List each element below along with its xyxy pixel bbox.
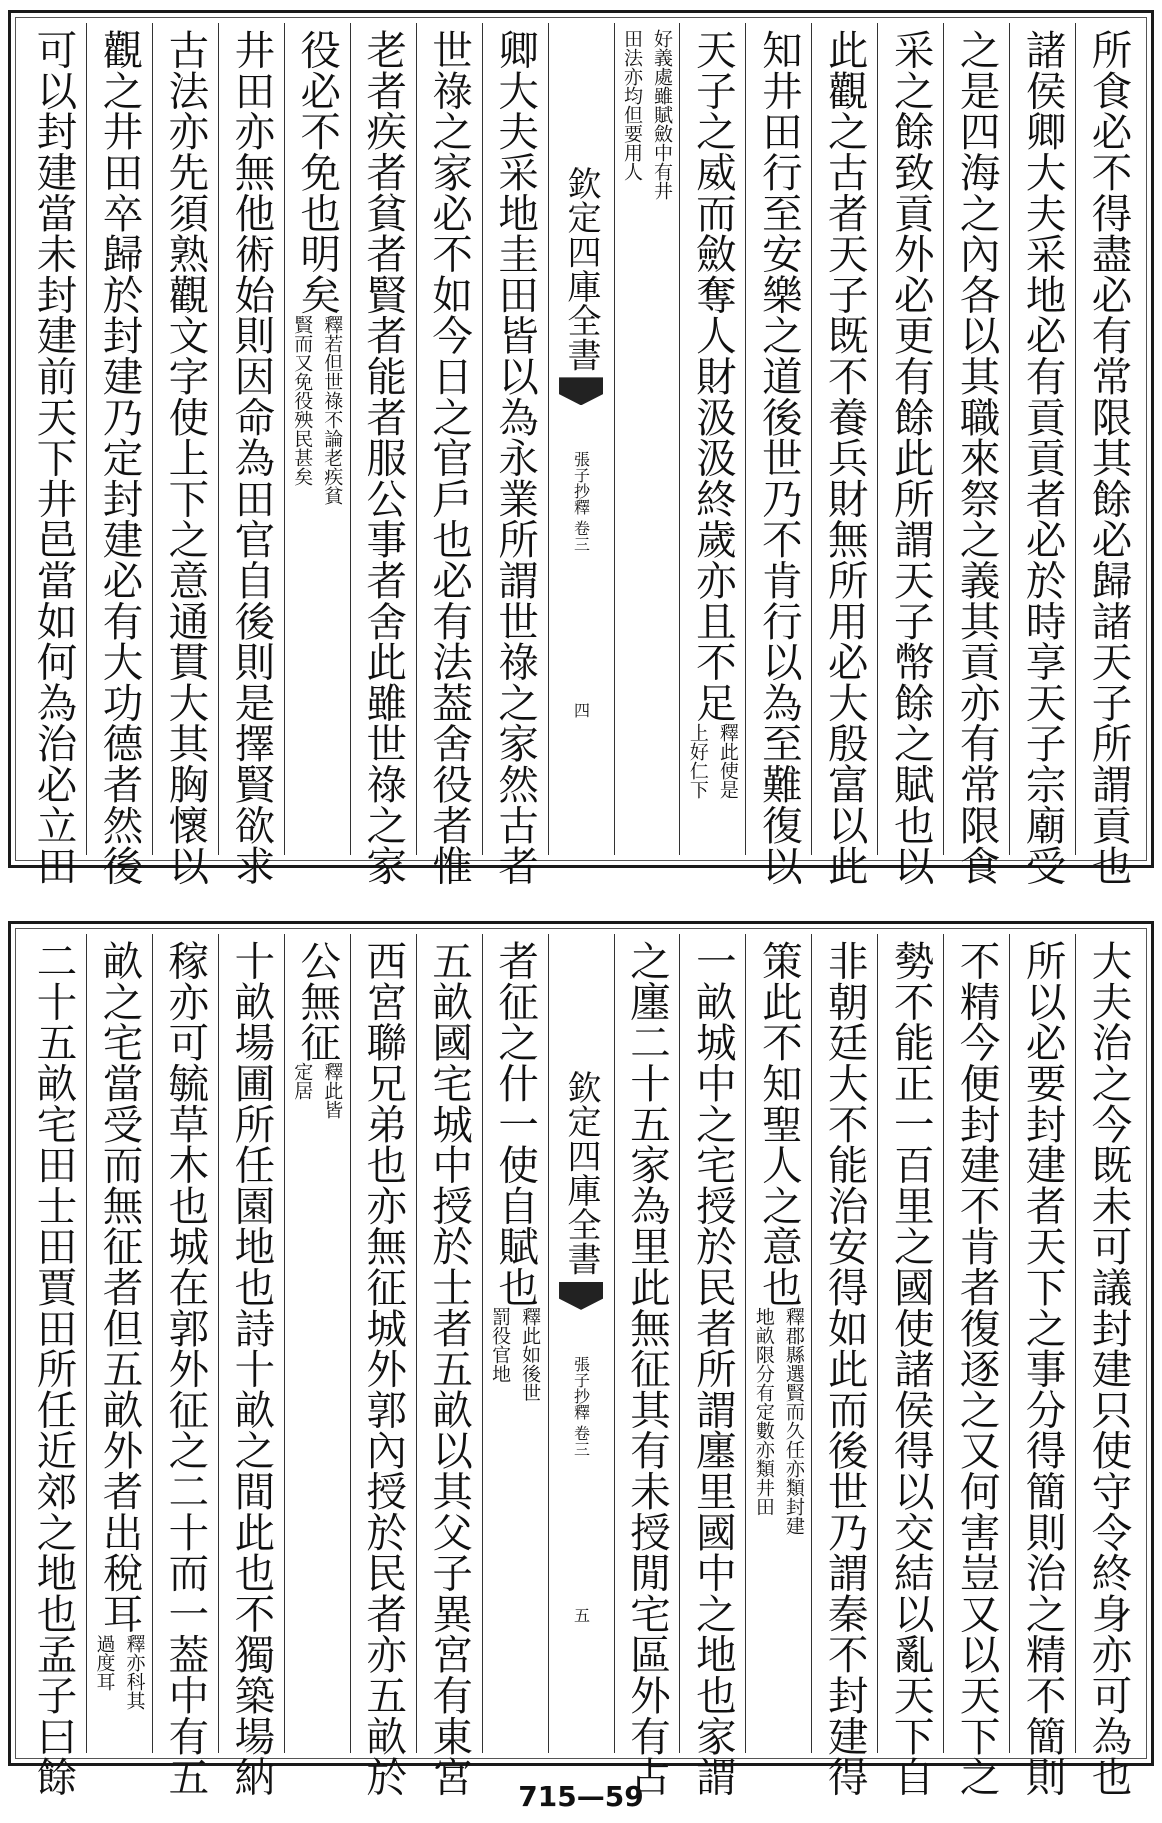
main-text: 策此不知聖人之意也 (754, 940, 803, 1308)
main-text: 畝之宅當受而無征者但五畝外者出稅耳 (95, 940, 144, 1634)
text-column (482, 23, 548, 886)
main-text: 西宮聯兄弟也亦無征城外郭內授於民者亦五畝於 (359, 940, 408, 1797)
column-body (1080, 29, 1138, 886)
text-column (1009, 23, 1075, 886)
main-text: 所以必要封建者天下之事分得簡則治之精不簡則 (1018, 940, 1067, 1797)
column-body (816, 29, 874, 886)
text-column (1075, 23, 1141, 886)
column-body (156, 29, 214, 886)
text-column (679, 934, 745, 1797)
main-text: 之是四海之內各以其職來祭之義其貢亦有常限食 (952, 29, 1001, 886)
main-text: 勢不能正一百里之國使諸侯得以交結以亂天下自 (886, 940, 935, 1797)
column-body (1014, 29, 1072, 886)
column-body (288, 940, 346, 1753)
main-text: 二十五畝宅田士田賈田所任近郊之地也孟子曰餘 (29, 940, 78, 1797)
column-body (354, 29, 412, 886)
column-body (948, 940, 1006, 1797)
text-column (21, 934, 86, 1797)
column-body (90, 940, 148, 1753)
fishtail-mark (559, 1282, 603, 1310)
annotation (92, 1634, 146, 1710)
text-column (86, 23, 152, 886)
column-body (420, 940, 478, 1797)
main-text: 世祿之家必不如今日之官戶也必有法葢舍役者惟 (425, 29, 474, 886)
main-text: 役必不免也明矣 (293, 29, 342, 315)
column-body (420, 29, 478, 886)
top-page (8, 10, 1154, 886)
text-column (811, 934, 877, 1797)
annotation (290, 1062, 344, 1119)
main-text: 者征之什一使自賦也 (491, 940, 540, 1308)
main-text: 稼亦可毓草木也城在郭外征之二十而一葢中有五 (161, 940, 210, 1797)
main-text: 知井田行至安樂之道後世乃不肯行以為至難復以 (754, 29, 803, 886)
main-text: 可以封建當未封建前天下井邑當如何為治必立田 (29, 29, 78, 886)
main-text: 諸侯卿大夫采地必有貢貢者必於時享天子宗廟受 (1018, 29, 1067, 886)
annotation-line: 釋此如後世 (519, 1307, 542, 1403)
text-column (218, 934, 284, 1797)
column-body (816, 940, 874, 1797)
text-column (152, 23, 218, 886)
annotation-line: 上好仁下 (686, 722, 709, 799)
text-column (811, 23, 877, 886)
fishtail-mark (559, 377, 603, 405)
column-body (750, 940, 808, 1753)
annotation (488, 1307, 542, 1402)
text-column (21, 23, 86, 886)
main-text: 一畝城中之宅授於民者所謂廛里國中之地也家謂 (688, 940, 737, 1797)
text-column (548, 934, 614, 1753)
text-column (152, 934, 218, 1797)
text-column (877, 23, 943, 886)
top-columns (21, 23, 1141, 886)
main-text: 大夫治之今既未可議封建只使守令終身亦可為也 (1084, 940, 1133, 1797)
volume-label: 張子抄釋 卷三 (571, 451, 591, 553)
text-column (877, 934, 943, 1797)
main-text: 非朝廷大不能治安得如此而後世乃謂秦不封建得 (820, 940, 869, 1797)
main-text: 老者疾者貧者賢者能者服公事者舍此雖世祿之家 (359, 29, 408, 886)
volume-label: 張子抄釋 卷三 (571, 1355, 591, 1457)
text-column (1075, 934, 1141, 1797)
column-body (354, 940, 412, 1797)
text-column (679, 23, 745, 855)
main-text: 古法亦先須熟觀文字使上下之意通貫大其胸懷以 (161, 29, 210, 886)
page-number: 715—59 (518, 1780, 644, 1813)
main-text: 觀之井田卒歸於封建乃定封建必有大功德者然後 (95, 29, 144, 886)
text-column (1009, 934, 1075, 1797)
column-body (486, 29, 544, 886)
text-column (745, 23, 811, 886)
column-body (684, 29, 742, 855)
text-column (548, 23, 614, 855)
text-column (284, 23, 350, 855)
text-column (614, 934, 680, 1797)
leaf-number: 五 (571, 1606, 591, 1623)
small-text-pair (620, 29, 674, 855)
annotation-line: 釋郡縣選賢而久任亦類封建 (782, 1307, 805, 1536)
column-body (486, 940, 544, 1753)
annotation-line: 地畝限分有定數亦類井田 (752, 1307, 775, 1517)
annotation (752, 1307, 806, 1535)
main-text: 此觀之古者天子既不養兵財無所用必大殷富以此 (820, 29, 869, 886)
text-column (350, 934, 416, 1797)
column-body (1080, 940, 1138, 1797)
column-body (618, 940, 676, 1797)
main-text: 不精今便封建不肯者復逐之又何害豈又以天下之 (952, 940, 1001, 1797)
leaf-number: 四 (571, 702, 591, 719)
annotation (290, 315, 344, 505)
column-body (882, 29, 940, 886)
column-body (25, 940, 83, 1797)
text-column (943, 23, 1009, 886)
main-text: 天子之威而斂奪人財汲汲終歲亦且不足 (688, 29, 737, 723)
annotation-line: 釋此皆 (321, 1062, 344, 1120)
running-title: 欽定四庫全書 (561, 1070, 602, 1276)
column-body (1014, 940, 1072, 1797)
text-column (218, 23, 284, 886)
column-body (882, 940, 940, 1797)
small-text: 田法亦均但要用人 (620, 29, 643, 181)
column-body (684, 940, 742, 1797)
annotation-line: 釋亦科其 (123, 1633, 146, 1710)
column-body (222, 940, 280, 1797)
column-body (948, 29, 1006, 886)
main-text: 公無征 (293, 940, 342, 1063)
annotation-line: 過度耳 (93, 1633, 116, 1691)
column-body (25, 29, 83, 886)
text-column (943, 934, 1009, 1797)
main-text: 井田亦無他術始則因命為田官自後則是擇賢欲求 (227, 29, 276, 886)
text-column (614, 23, 680, 855)
main-text: 采之餘致貢外必更有餘此所謂天子幣餘之賦也以 (886, 29, 935, 886)
main-text: 卿大夫采地圭田皆以為永業所謂世祿之家然古者 (491, 29, 540, 886)
main-text: 十畝場圃所任園地也詩十畝之間此也不獨築場納 (227, 940, 276, 1797)
running-title: 欽定四庫全書 (561, 165, 602, 372)
annotation-line: 釋此使是 (716, 722, 739, 799)
text-column (745, 934, 811, 1753)
main-text: 五畝國宅城中授於士者五畝以其父子異宮有東宮 (425, 940, 474, 1797)
annotation (686, 723, 740, 799)
column-body (90, 29, 148, 886)
annotation-line: 罰役官地 (489, 1307, 512, 1384)
column-body (156, 940, 214, 1797)
main-text: 所食必不得盡必有常限其餘必歸諸天子所謂貢也 (1084, 29, 1133, 886)
column-body (222, 29, 280, 886)
annotation-line: 賢而又免役殃民甚矣 (291, 314, 314, 486)
text-column (416, 23, 482, 886)
text-column (86, 934, 152, 1753)
text-column (350, 23, 416, 886)
column-body (750, 29, 808, 886)
annotation-line: 釋若但世祿不論老疾貧 (321, 314, 344, 505)
text-column (416, 934, 482, 1797)
text-column (284, 934, 350, 1753)
annotation-line: 定居 (291, 1062, 314, 1101)
text-column (482, 934, 548, 1753)
column-body (288, 29, 346, 855)
small-text: 好義處雖賦斂中有井 (650, 29, 673, 200)
main-text: 之廛二十五家為里此無征其有未授閒宅區外有占 (622, 940, 671, 1797)
